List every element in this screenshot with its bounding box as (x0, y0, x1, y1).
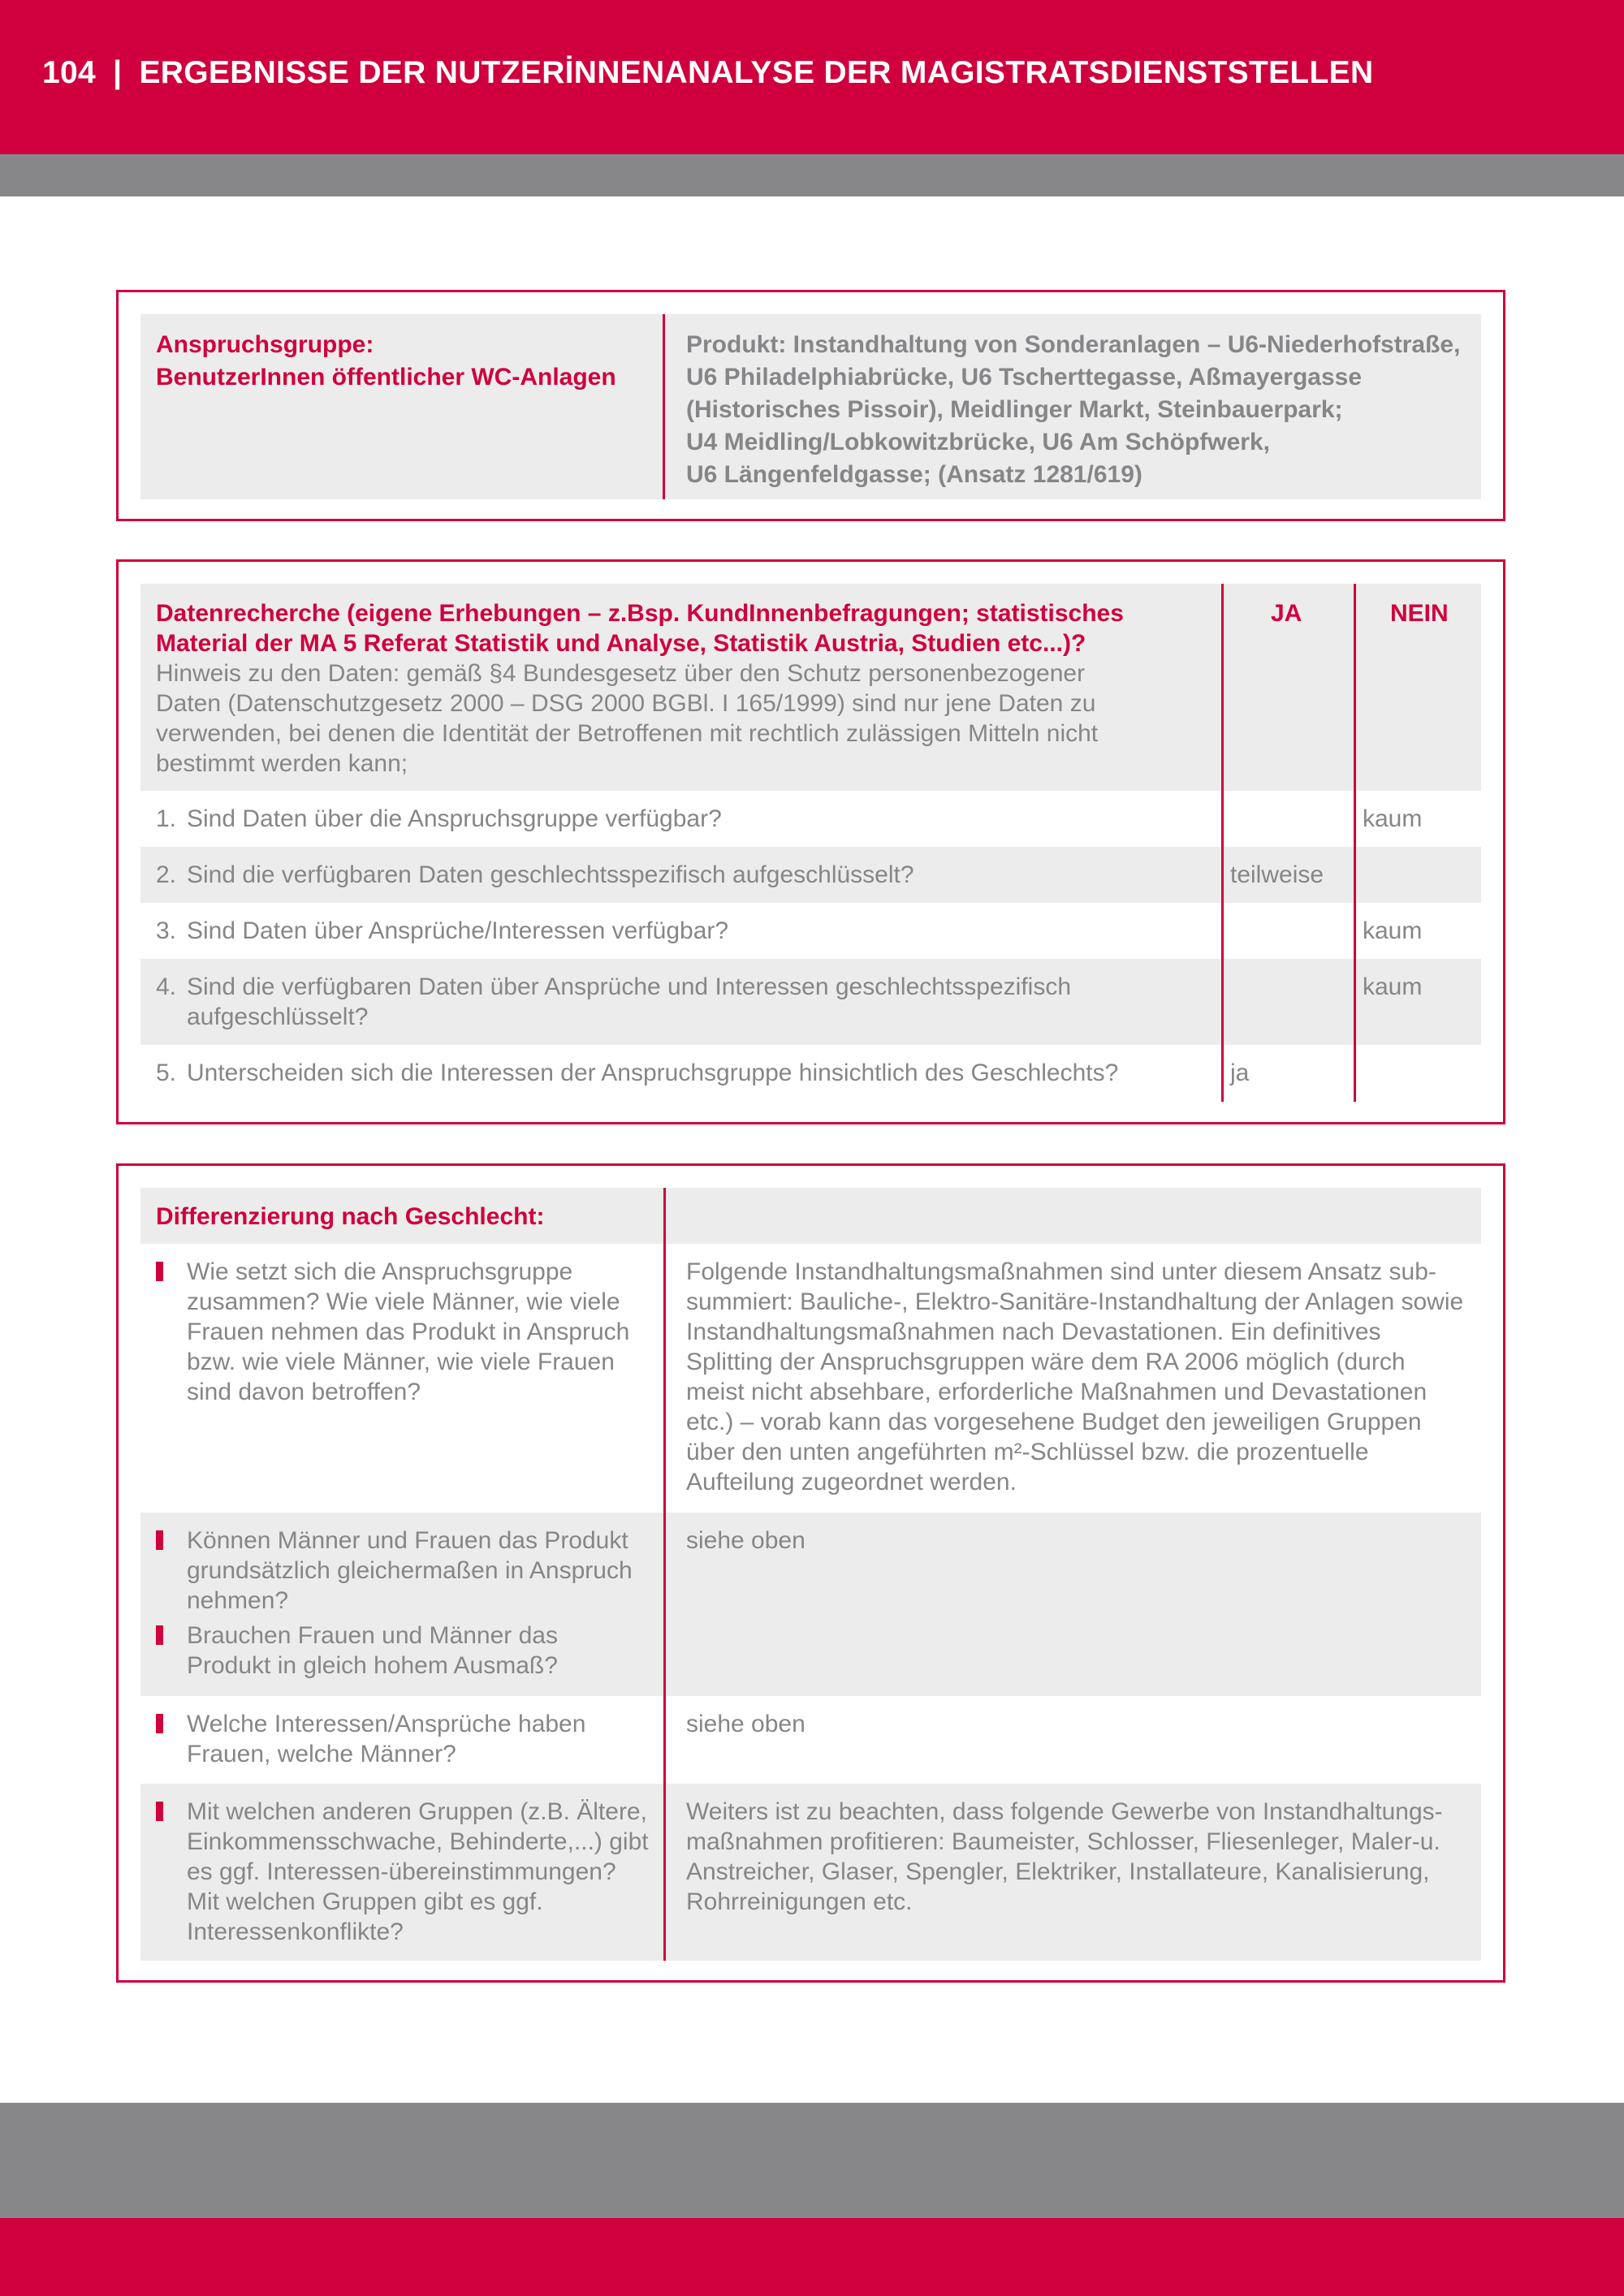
bullet-item (156, 1709, 643, 1769)
table-row (140, 1784, 1481, 1961)
question-2 (156, 860, 1145, 890)
answer-nein: kaum (1363, 917, 1423, 944)
question-number: 3. (156, 917, 177, 944)
question-text: Mit welchen anderen Gruppen (z.B. Ältere, Einkommensschwache, Behinderte,...) gibt es ggf. Interessen-übereinstimmungen? Mit welchen Gruppen gibt es ggf. Interessenkonflikte? (187, 1798, 649, 1945)
footer-grey-bar (0, 2103, 1624, 2218)
question-5 (156, 1058, 1210, 1088)
target-group-box (116, 290, 1505, 521)
answer-3: siehe oben (686, 1711, 806, 1737)
question-number: 5. (156, 1060, 177, 1086)
data-research-box (116, 559, 1505, 1124)
page-title (42, 55, 1373, 91)
table-row (140, 847, 1481, 903)
question-4 (156, 972, 1161, 1032)
column-divider (663, 1188, 666, 1961)
bullet-item (156, 1257, 643, 1407)
product-line: Produkt: Instandhaltung von Sonderanlagen – U6-Niederhofstraße, (686, 331, 1461, 358)
question-text: Welche Interessen/Ansprüche haben Frauen, welche Männer? (187, 1711, 586, 1767)
answer-ja: teilweise (1230, 861, 1324, 888)
question-text: Brauchen Frauen und Männer das Produkt in gleich hohem Ausmaß? (187, 1622, 558, 1679)
question-text: Unterscheiden sich die Interessen der Anspruchsgruppe hinsichtlich des Geschlechts? (187, 1060, 1119, 1086)
question-text: Sind Daten über die Anspruchsgruppe verfügbar? (187, 805, 722, 832)
bullet-item (156, 1526, 643, 1616)
answer-4: Weiters ist zu beachten, dass folgende Gewerbe von Instandhaltungs-maßnahmen profitieren: Baumeister, Schlosser, Fliesenleger, Maler-u. Anstreicher, Glaser, Spengler, Elektriker, Installateure, Kanalisierung, Rohrreinigungen etc. (686, 1798, 1443, 1915)
product-line: U6 Philadelphiabrücke, U6 Tscherttegasse, Aßmayergasse (686, 364, 1363, 391)
table-row (140, 1045, 1481, 1102)
question-1 (156, 804, 1145, 834)
bullet-marker (156, 1625, 163, 1645)
table-row (140, 959, 1481, 1045)
table-row (140, 1513, 1481, 1696)
answer-text (686, 1257, 1470, 1497)
table-row (140, 1696, 1481, 1784)
differentiation-heading: Differenzierung nach Geschlecht: (156, 1203, 545, 1230)
differentiation-header-row (140, 1188, 1481, 1244)
gender-differentiation-box (116, 1163, 1505, 1983)
table-row (140, 903, 1481, 959)
nein-column-divider (1354, 584, 1356, 1102)
ja-column-divider (1221, 584, 1224, 1102)
note-line: Daten (Datenschutzgesetz 2000 – DSG 2000 BGBl. I 165/1999) sind nur jene Daten zu (156, 690, 1096, 717)
question-text: Sind die verfügbaren Daten geschlechtsspezifisch aufgeschlüsselt? (187, 861, 914, 888)
answer-1: Folgende Instandhaltungsmaßnahmen sind unter diesem Ansatz sub-summiert: Bauliche-, Elektro-Sanitäre-Instandhaltung der Anlagen sowie Instandhaltungsmaßnahmen nach Devastationen. Ein definitives Splitting der Anspruchsgruppen wäre dem RA 2006 möglich (durch meist nicht absehbare, erforderliche Maßnahmen und Devastationen etc.) – vorab kann das vorgesehene Budget den jeweiligen Gruppen über den unten angeführten m²-Schlüssel bzw. die prozentuelle Aufteilung zugeordnet werden. (686, 1258, 1464, 1495)
footer-red-bar (0, 2218, 1624, 2296)
bullet-item (156, 1621, 643, 1681)
product-line: (Historisches Pissoir), Meidlinger Markt, Steinbauerpark; (686, 396, 1343, 423)
answer-2: siehe oben (686, 1527, 806, 1554)
table-row (140, 791, 1481, 847)
target-group (156, 329, 643, 394)
question-text: Sind die verfügbaren Daten über Ansprüche und Interessen geschlechtsspezifisch aufgeschlüsselt? (187, 973, 1072, 1030)
bullet-marker (156, 1530, 163, 1550)
table-row (140, 1244, 1481, 1513)
bullet-item (156, 1797, 649, 1947)
question-number: 1. (156, 805, 177, 832)
note-line: bestimmt werden kann; (156, 750, 408, 777)
product-line: U6 Längenfeldgasse; (Ansatz 1281/619) (686, 461, 1142, 488)
bullet-marker (156, 1714, 163, 1733)
header-title-text: ERGEBNISSE DER NUTZERİNNENANALYSE DER MAGISTRATSDIENSTSTELLEN (139, 55, 1374, 90)
data-research-header-row (140, 584, 1481, 791)
question-number: 4. (156, 973, 177, 1000)
bullet-marker (156, 1262, 163, 1281)
target-group-label: Anspruchsgruppe: (156, 331, 374, 358)
heading-line: Material der MA 5 Referat Statistik und Analyse, Statistik Austria, Studien etc...)? (156, 630, 1086, 657)
question-text: Wie setzt sich die Anspruchsgruppe zusammen? Wie viele Männer, wie viele Frauen nehmen das Produkt in Anspruch bzw. wie viele Männer, wie viele Frauen sind davon betroffen? (187, 1258, 630, 1405)
target-group-value: BenutzerInnen öffentlicher WC-Anlagen (156, 364, 616, 391)
column-divider (663, 314, 665, 499)
question-text: Sind Daten über Ansprüche/Interessen verfügbar? (187, 917, 729, 944)
header-grey-strip (0, 154, 1624, 196)
column-header-nein: NEIN (1390, 600, 1449, 627)
question-number: 2. (156, 861, 177, 888)
answer-nein: kaum (1363, 805, 1423, 832)
column-header-ja: JA (1271, 600, 1302, 627)
product-line: U4 Meidling/Lobkowitzbrücke, U6 Am Schöpfwerk, (686, 429, 1270, 455)
answer-nein: kaum (1363, 973, 1423, 1000)
answer-ja: ja (1230, 1060, 1250, 1086)
bullet-marker (156, 1802, 163, 1821)
heading-line: Datenrecherche (eigene Erhebungen – z.Bsp. KundInnenbefragungen; statistisches (156, 600, 1124, 627)
product-description (686, 329, 1470, 491)
target-group-panel (140, 314, 1481, 499)
question-3 (156, 916, 1145, 946)
page-number: 104 (42, 55, 96, 90)
note-line: verwenden, bei denen die Identität der Betroffenen mit rechtlich zulässigen Mitteln nicht (156, 720, 1099, 747)
question-text: Können Männer und Frauen das Produkt grundsätzlich gleichermaßen in Anspruch nehmen? (187, 1527, 633, 1614)
data-research-heading (156, 598, 1212, 779)
title-separator: | (113, 55, 123, 90)
note-line: Hinweis zu den Daten: gemäß §4 Bundesgesetz über den Schutz personenbezogener (156, 660, 1086, 687)
